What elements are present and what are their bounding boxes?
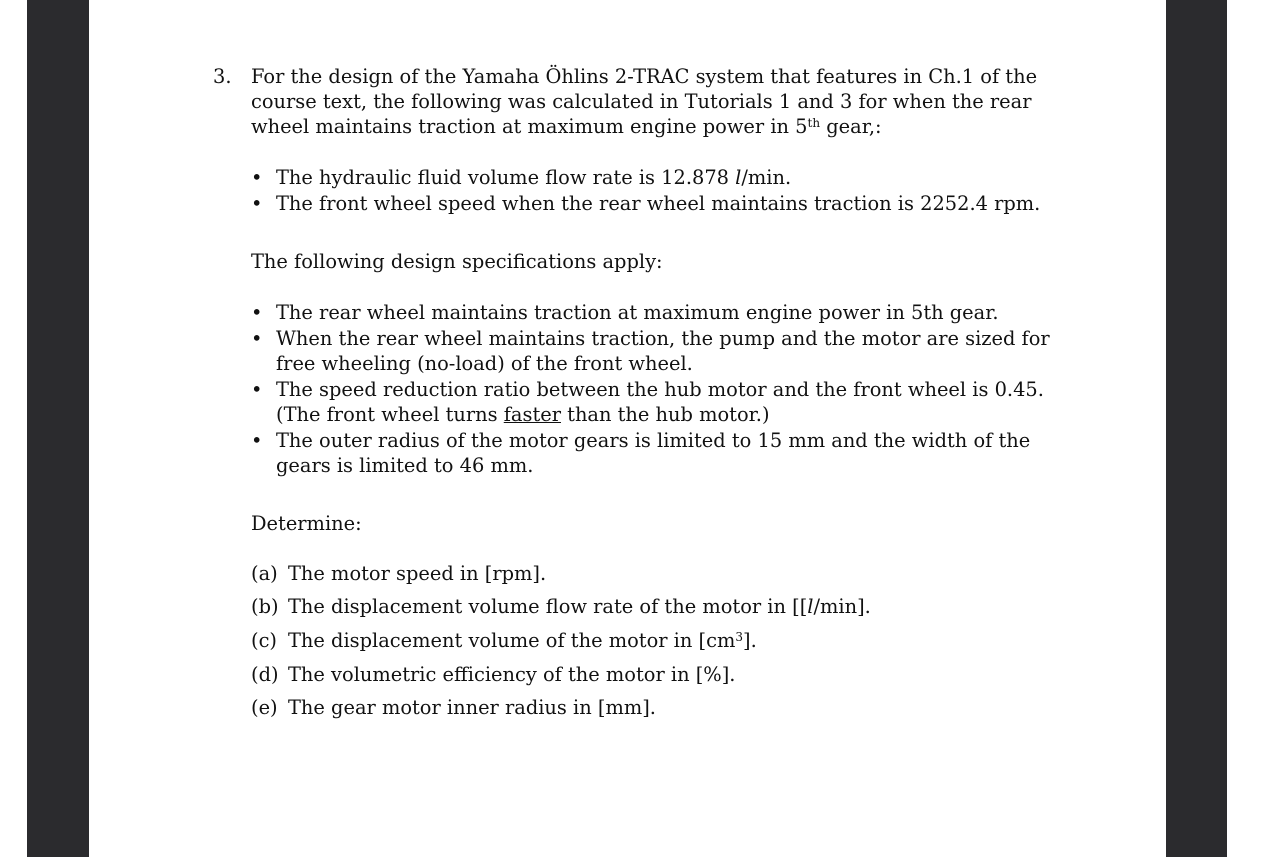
document-page [89,0,1166,857]
viewer-right-margin [1166,0,1227,857]
viewer-left-margin [27,0,89,857]
option-label: (d) [251,663,279,686]
option-motor-speed: The motor speed in [rpm]. [288,562,547,585]
option-inner-radius: The gear motor inner radius in [mm]. [288,696,656,719]
intro-text-end: gear,: [820,115,882,138]
bullet-icon: • [251,301,263,324]
question-number: 3. [213,65,232,88]
option-label: (b) [251,595,279,618]
determine-heading: Determine: [251,512,362,535]
bullet-icon: • [251,192,263,215]
bullet-icon: • [251,327,263,350]
option-displacement-flow: The displacement volume flow rate of the motor in [[l/min]. [288,595,871,618]
option-label: (a) [251,562,278,585]
spec-traction: The rear wheel maintains traction at maximum engine power in 5th gear. [276,301,999,324]
spec-sizing: When the rear wheel maintains traction, the pump and the motor are sized for free wheeling (no-load) of the front wheel. [276,327,1050,375]
intro-superscript: th [807,116,821,130]
question-intro [251,64,1051,139]
calc-flow-rate: The hydraulic fluid volume flow rate is 12.878 l/min. [276,166,792,189]
option-volumetric-efficiency: The volumetric efficiency of the motor in [%]. [288,663,736,686]
bullet-icon: • [251,378,263,401]
calc-front-wheel-speed: The front wheel speed when the rear wheel maintains traction is 2252.4 rpm. [276,192,1041,215]
bullet-icon: • [251,429,263,452]
spec-gear-limits: The outer radius of the motor gears is limited to 15 mm and the width of the gears is limited to 46 mm. [276,429,1031,477]
intro-text: For the design of the Yamaha Öhlins 2-TRAC system that features in Ch.1 of the course text, the following was calculated in Tutorials 1 and 3 for when the rear wheel maintains traction at maximum engine power in 5 [251,65,1038,138]
option-label: (c) [251,629,277,652]
option-displacement-volume: The displacement volume of the motor in $[cm^3]$. [288,629,757,652]
specs-heading: The following design specifications apply: [251,250,663,273]
option-label: (e) [251,696,278,719]
bullet-icon: • [251,166,263,189]
spec-reduction-ratio: The speed reduction ratio between the hub motor and the front wheel is 0.45. (The front wheel turns faster than the hub motor.) [276,378,1044,426]
